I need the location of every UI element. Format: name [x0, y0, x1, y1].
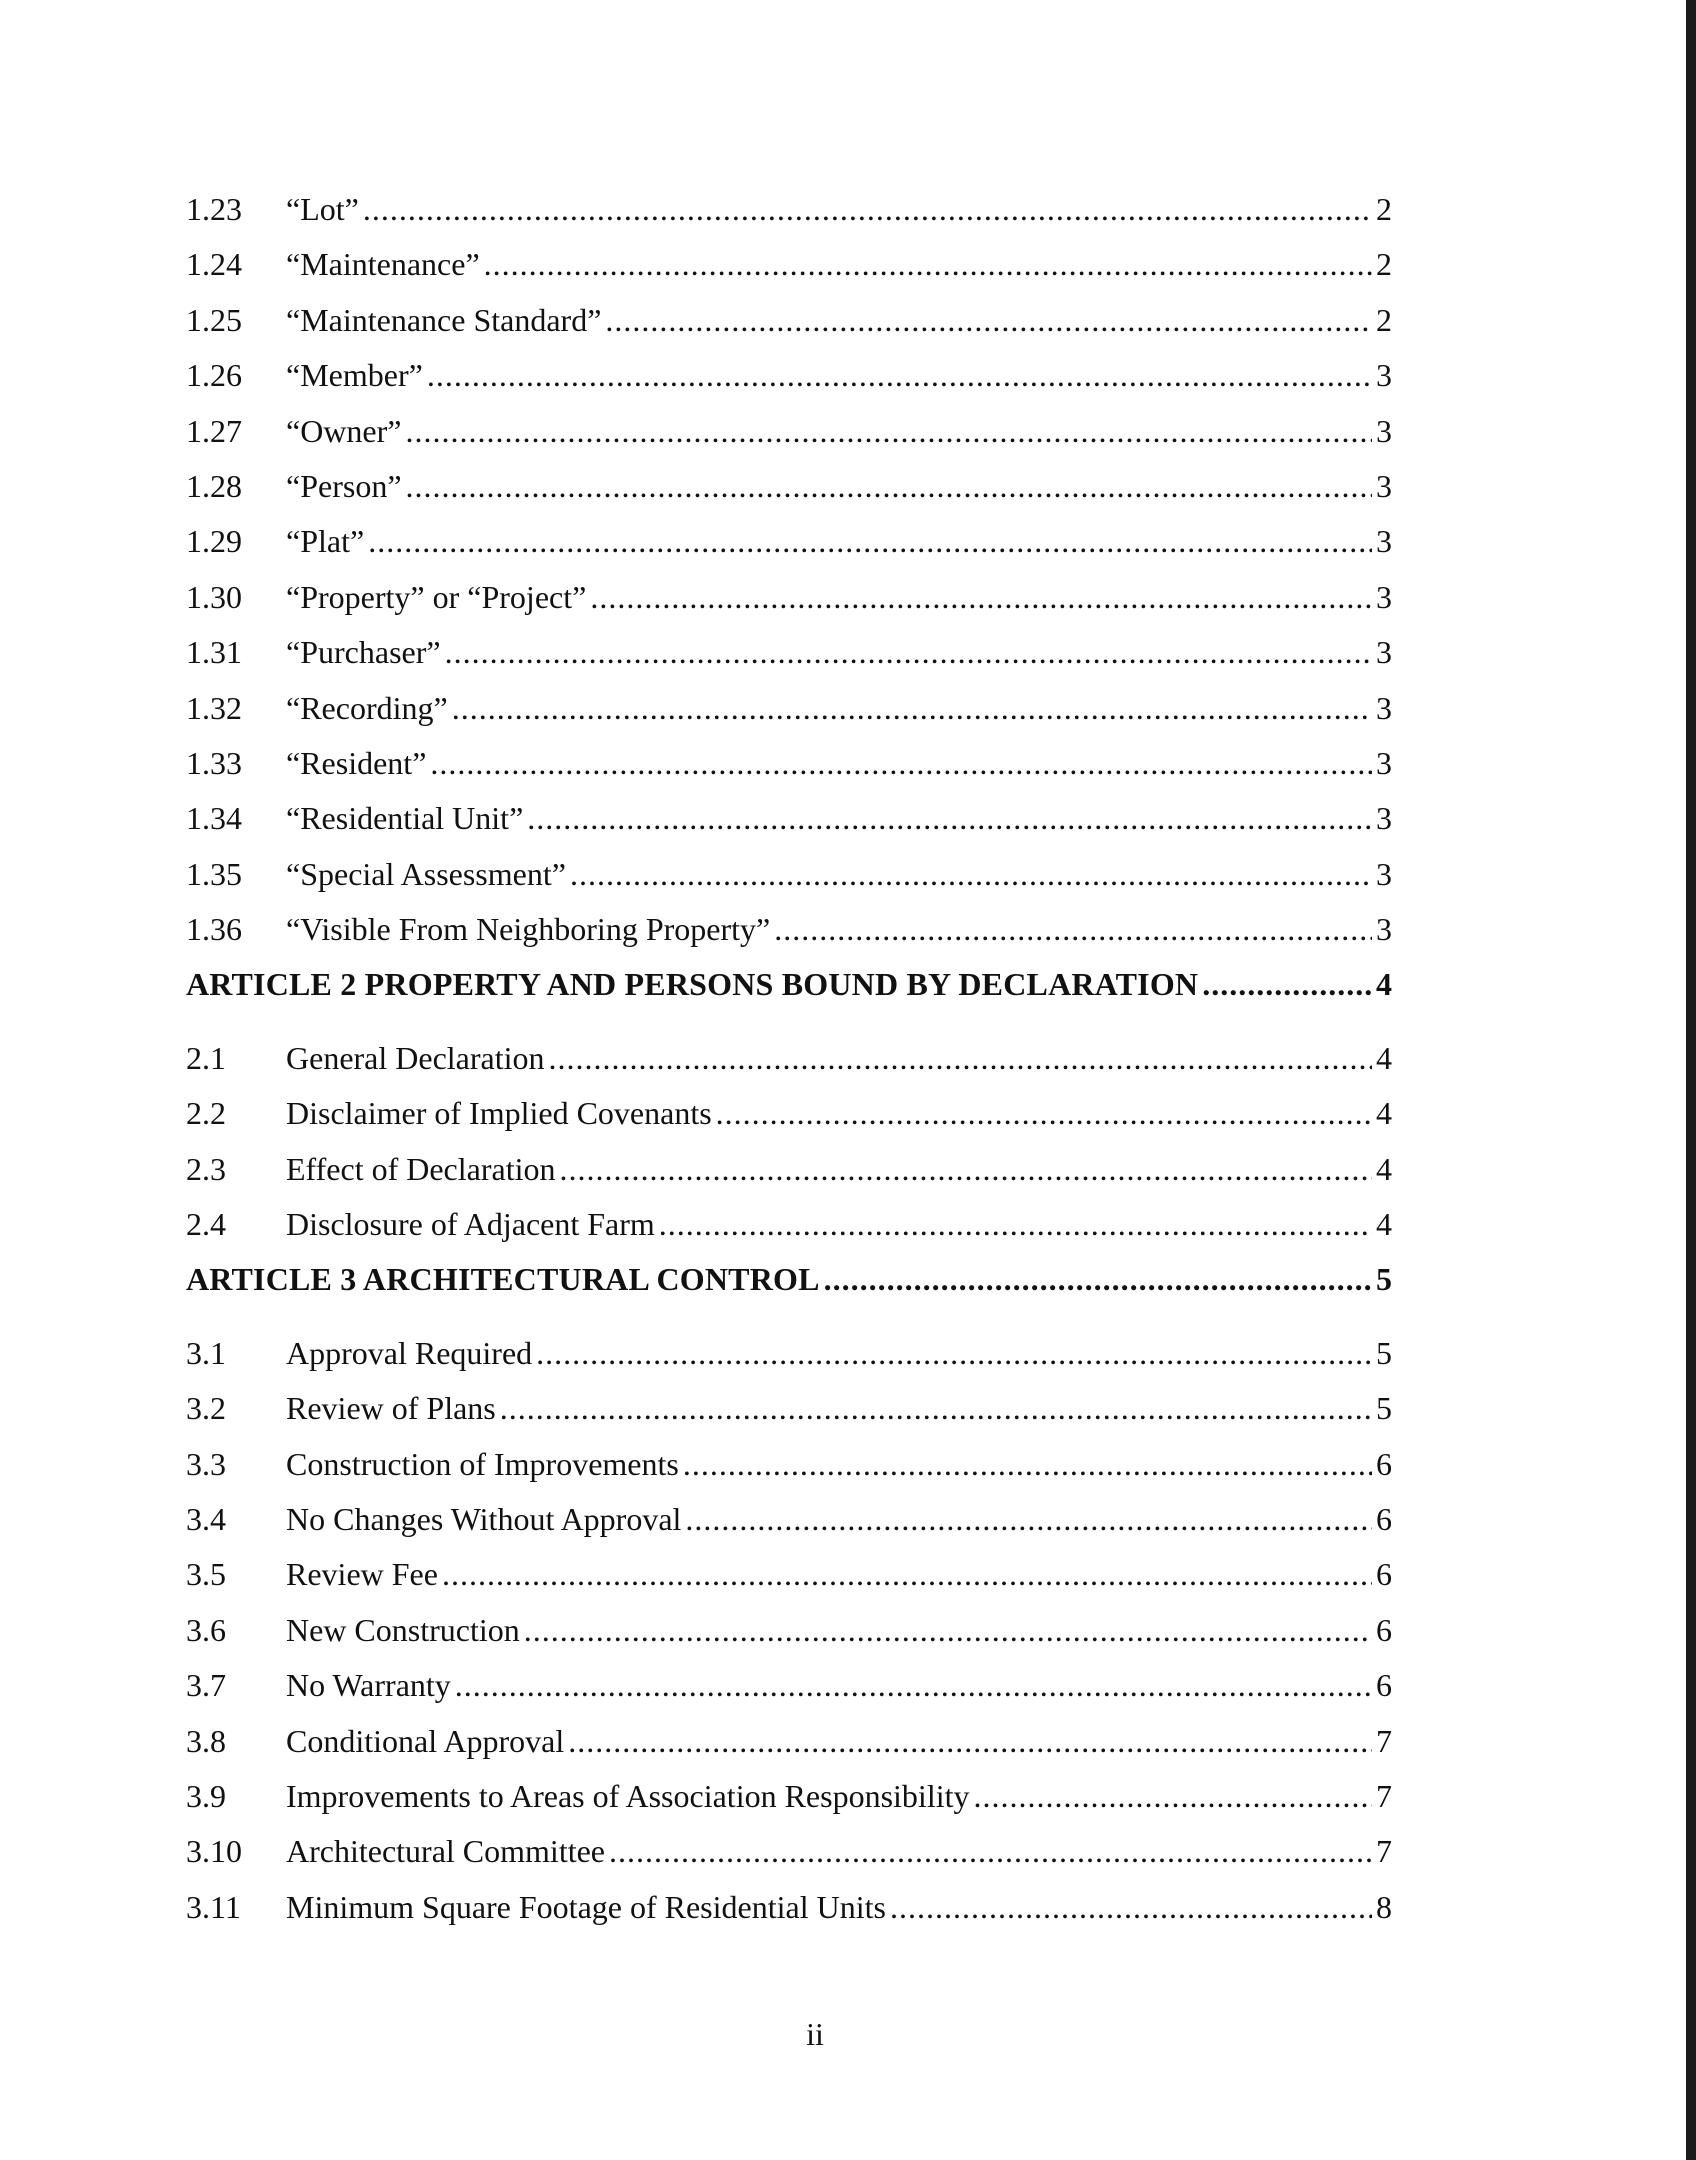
- article-page-number: 5: [1376, 1261, 1392, 1298]
- dot-leader: [570, 847, 1372, 902]
- dot-leader: [536, 1326, 1372, 1381]
- dot-leader: [609, 1824, 1372, 1879]
- toc-entry[interactable]: [186, 1031, 1392, 1086]
- entry-page-number: 3: [1376, 744, 1392, 781]
- toc-entry[interactable]: [186, 736, 1392, 791]
- entry-title: Minimum Square Footage of Residential Units: [286, 1888, 886, 1925]
- entry-page-number: 3: [1376, 578, 1392, 615]
- toc-entry[interactable]: [186, 847, 1392, 902]
- toc-entry[interactable]: [186, 1142, 1392, 1197]
- toc-entry[interactable]: [186, 459, 1392, 514]
- entry-number: 3.3: [186, 1445, 226, 1482]
- entry-number: 1.34: [186, 800, 242, 837]
- entry-title: “Maintenance”: [286, 246, 480, 283]
- entry-page-number: 3: [1376, 800, 1392, 837]
- article-page-number: 4: [1376, 966, 1392, 1003]
- toc-section-definitions: [186, 182, 1392, 957]
- entry-page-number: 2: [1376, 246, 1392, 283]
- entry-title: No Changes Without Approval: [286, 1500, 682, 1537]
- toc-entry[interactable]: [186, 514, 1392, 569]
- entry-number: 1.27: [186, 412, 242, 449]
- entry-page-number: 7: [1376, 1777, 1392, 1814]
- entry-title: “Residential Unit”: [286, 800, 524, 837]
- entry-number: 1.30: [186, 578, 242, 615]
- dot-leader: [774, 902, 1372, 957]
- dot-leader: [452, 681, 1372, 736]
- dot-leader: [890, 1880, 1372, 1935]
- toc-entry[interactable]: [186, 570, 1392, 625]
- toc-entry[interactable]: [186, 348, 1392, 403]
- entry-title: No Warranty: [286, 1667, 451, 1704]
- entry-page-number: 3: [1376, 357, 1392, 394]
- entry-title: “Purchaser”: [286, 634, 441, 671]
- dot-leader: [824, 1252, 1372, 1307]
- table-of-contents: [186, 182, 1392, 1935]
- entry-number: 1.25: [186, 301, 242, 338]
- entry-number: 3.11: [186, 1888, 241, 1925]
- dot-leader: [363, 182, 1372, 237]
- entry-number: 1.29: [186, 523, 242, 560]
- entry-title: Effect of Declaration: [286, 1150, 556, 1187]
- entry-page-number: 3: [1376, 855, 1392, 892]
- entry-page-number: 6: [1376, 1500, 1392, 1537]
- toc-entry[interactable]: [186, 1086, 1392, 1141]
- dot-leader: [683, 1437, 1372, 1492]
- entry-number: 3.9: [186, 1777, 226, 1814]
- toc-entry[interactable]: [186, 293, 1392, 348]
- toc-entry[interactable]: [186, 791, 1392, 846]
- entry-page-number: 7: [1376, 1722, 1392, 1759]
- entry-number: 1.23: [186, 191, 242, 227]
- dot-leader: [484, 237, 1372, 292]
- toc-article-3[interactable]: [186, 1252, 1392, 1307]
- dot-leader: [973, 1769, 1372, 1824]
- entry-title: New Construction: [286, 1611, 520, 1648]
- entry-number: 1.31: [186, 634, 242, 671]
- dot-leader: [568, 1714, 1372, 1769]
- entry-title: “Visible From Neighboring Property”: [286, 911, 771, 948]
- dot-leader: [659, 1197, 1372, 1252]
- toc-entry[interactable]: [186, 1769, 1392, 1824]
- article-title: ARTICLE 2 PROPERTY AND PERSONS BOUND BY DECLARATION: [186, 966, 1199, 1003]
- entry-page-number: 3: [1376, 689, 1392, 726]
- entry-number: 1.26: [186, 357, 242, 394]
- scan-edge-border: [1686, 0, 1696, 2160]
- entry-page-number: 6: [1376, 1611, 1392, 1648]
- article-title: ARTICLE 3 ARCHITECTURAL CONTROL: [186, 1261, 820, 1298]
- entry-title: “Plat”: [286, 523, 365, 560]
- entry-page-number: 6: [1376, 1556, 1392, 1593]
- dot-leader: [405, 404, 1372, 459]
- entry-page-number: 5: [1376, 1390, 1392, 1427]
- entry-number: 3.7: [186, 1667, 226, 1704]
- entry-title: “Resident”: [286, 744, 427, 781]
- entry-page-number: 3: [1376, 523, 1392, 560]
- dot-leader: [685, 1492, 1372, 1547]
- toc-entry[interactable]: [186, 1326, 1392, 1381]
- entry-number: 1.24: [186, 246, 242, 283]
- toc-article-2[interactable]: [186, 957, 1392, 1012]
- toc-entry[interactable]: [186, 1492, 1392, 1547]
- entry-number: 1.36: [186, 911, 242, 948]
- entry-title: Improvements to Areas of Association Responsibility: [286, 1777, 970, 1814]
- toc-entry[interactable]: [186, 1197, 1392, 1252]
- toc-entry[interactable]: [186, 404, 1392, 459]
- entry-title: Approval Required: [286, 1334, 533, 1371]
- entry-title: Disclaimer of Implied Covenants: [286, 1095, 712, 1132]
- dot-leader: [527, 791, 1372, 846]
- toc-section-article-3: [186, 1326, 1392, 1935]
- dot-leader: [524, 1603, 1372, 1658]
- entry-number: 3.2: [186, 1390, 226, 1427]
- entry-number: 3.6: [186, 1611, 226, 1648]
- toc-entry[interactable]: [186, 1547, 1392, 1602]
- entry-title: “Special Assessment”: [286, 855, 566, 892]
- toc-entry[interactable]: [186, 1880, 1392, 1935]
- entry-number: 1.32: [186, 689, 242, 726]
- dot-leader: [549, 1031, 1372, 1086]
- dot-leader: [559, 1142, 1372, 1197]
- dot-leader: [442, 1547, 1372, 1602]
- entry-number: 1.28: [186, 467, 242, 504]
- entry-number: 3.1: [186, 1334, 226, 1371]
- entry-title: Construction of Improvements: [286, 1445, 679, 1482]
- dot-leader: [430, 736, 1372, 791]
- entry-page-number: 5: [1376, 1334, 1392, 1371]
- entry-title: “Owner”: [286, 412, 402, 449]
- toc-entry[interactable]: [186, 681, 1392, 736]
- toc-entry[interactable]: [186, 902, 1392, 957]
- entry-title: Review of Plans: [286, 1390, 496, 1427]
- entry-page-number: 4: [1376, 1095, 1392, 1132]
- entry-title: “Maintenance Standard”: [286, 301, 602, 338]
- toc-entry[interactable]: [186, 1714, 1392, 1769]
- dot-leader: [500, 1381, 1372, 1436]
- entry-number: 1.33: [186, 744, 242, 781]
- entry-page-number: 3: [1376, 634, 1392, 671]
- entry-page-number: 3: [1376, 467, 1392, 504]
- dot-leader: [605, 293, 1372, 348]
- dot-leader: [590, 570, 1372, 625]
- dot-leader: [716, 1086, 1372, 1141]
- dot-leader: [427, 348, 1372, 403]
- toc-section-article-2: [186, 1031, 1392, 1253]
- entry-title: General Declaration: [286, 1039, 545, 1076]
- entry-number: 3.5: [186, 1556, 226, 1593]
- entry-number: 2.2: [186, 1095, 226, 1132]
- toc-entry[interactable]: [186, 1824, 1392, 1879]
- dot-leader: [368, 514, 1372, 569]
- entry-page-number: 4: [1376, 1150, 1392, 1187]
- dot-leader: [1202, 957, 1372, 1012]
- entry-page-number: 4: [1376, 1206, 1392, 1243]
- page-number-footer: ii: [806, 2016, 824, 2052]
- entry-title: “Property” or “Project”: [286, 578, 587, 615]
- entry-number: 3.4: [186, 1500, 226, 1537]
- entry-title: Review Fee: [286, 1556, 438, 1593]
- entry-title: “Member”: [286, 357, 423, 394]
- toc-entry[interactable]: [186, 1658, 1392, 1713]
- toc-entry[interactable]: [186, 182, 1392, 237]
- entry-page-number: 4: [1376, 1039, 1392, 1076]
- entry-title: Disclosure of Adjacent Farm: [286, 1206, 655, 1243]
- entry-title: Conditional Approval: [286, 1722, 565, 1759]
- entry-number: 3.8: [186, 1722, 226, 1759]
- toc-entry[interactable]: [186, 1381, 1392, 1436]
- entry-page-number: 7: [1376, 1833, 1392, 1870]
- entry-number: 2.3: [186, 1150, 226, 1187]
- entry-page-number: 6: [1376, 1667, 1392, 1704]
- toc-entry[interactable]: [186, 1437, 1392, 1492]
- entry-page-number: 3: [1376, 412, 1392, 449]
- entry-page-number: 3: [1376, 911, 1392, 948]
- dot-leader: [406, 459, 1372, 514]
- entry-title: “Recording”: [286, 689, 448, 726]
- toc-entry[interactable]: [186, 237, 1392, 292]
- entry-page-number: 2: [1376, 191, 1392, 227]
- entry-title: “Person”: [286, 467, 402, 504]
- toc-entry[interactable]: [186, 625, 1392, 680]
- entry-page-number: 8: [1376, 1888, 1392, 1925]
- entry-number: 1.35: [186, 855, 242, 892]
- entry-page-number: 6: [1376, 1445, 1392, 1482]
- toc-entry[interactable]: [186, 1603, 1392, 1658]
- entry-number: 2.4: [186, 1206, 226, 1243]
- entry-page-number: 2: [1376, 301, 1392, 338]
- entry-number: 2.1: [186, 1039, 226, 1076]
- dot-leader: [455, 1658, 1372, 1713]
- dot-leader: [445, 625, 1372, 680]
- entry-title: “Lot”: [286, 191, 359, 227]
- entry-number: 3.10: [186, 1833, 242, 1870]
- entry-title: Architectural Committee: [286, 1833, 605, 1870]
